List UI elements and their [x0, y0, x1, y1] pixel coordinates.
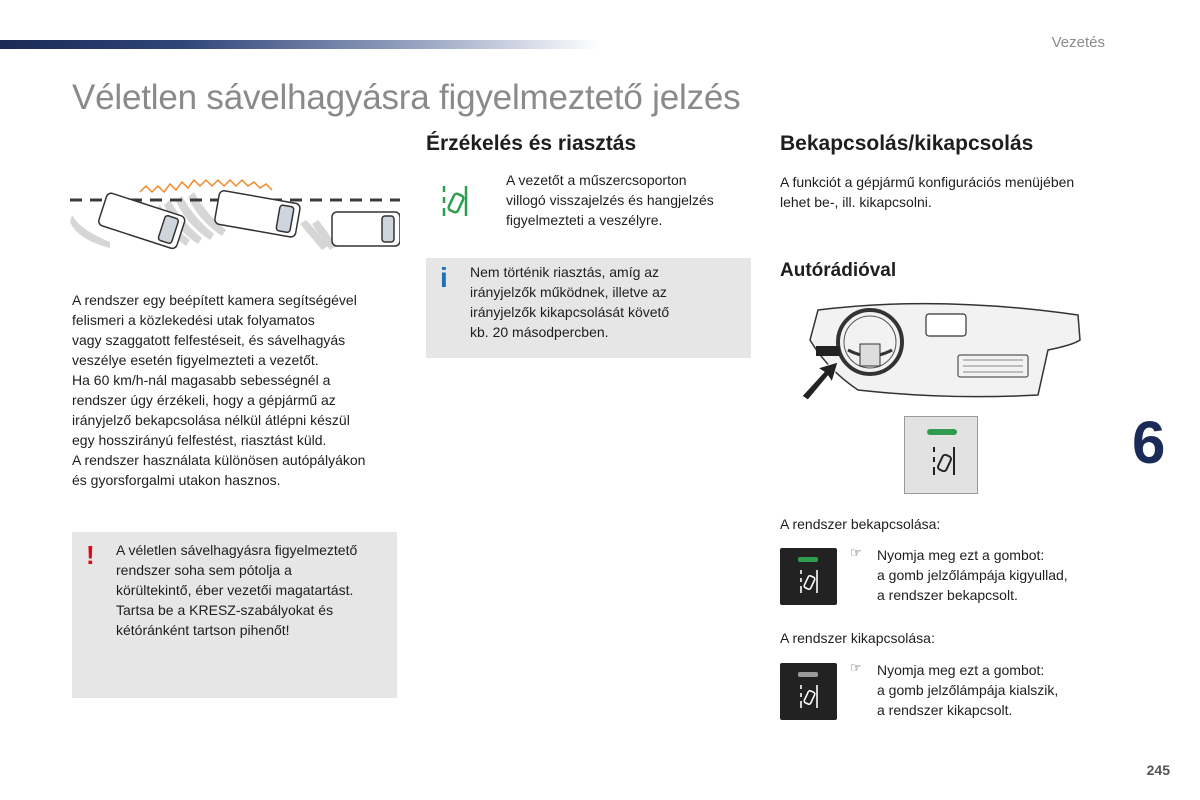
info-text: Nem történik riasztás, amíg az irányjelzők működnek, illetve az irányjelzők kikapcsolását követő kb. 20 másodpercben. — [470, 264, 670, 340]
indicator-light — [927, 429, 957, 435]
toggle-heading: Bekapcsolás/kikapcsolás — [780, 132, 1034, 155]
lane-alert-icon — [799, 568, 819, 596]
info-box — [426, 258, 751, 358]
lane-departure-illustration — [70, 170, 400, 260]
alert-text: A vezetőt a műszercsoporton villogó visszajelzés és hangjelzés figyelmezteti a veszélyre. — [506, 172, 714, 228]
lane-alert-icon — [440, 182, 470, 220]
description-text: A rendszer egy beépített kamera segítségével felismeri a közlekedési utak folyamatos vagy szaggatott felfestéseit, és sávelhagyás veszélye esetén figyelmezteti a vezetőt. Ha 60 km/h-nál magasabb sebességnél a rendszer úgy érzékeli, hogy a gépjármű az irányjelző bekapcsolása nélkül átlépni készül egy hosszirányú felfestést, riasztást küld. A rendszer használata különösen autópályákon és gyorsforgalmi utakon hasznos. — [72, 292, 366, 488]
dashboard-illustration — [798, 300, 1083, 405]
off-bullet-icon: ☞ — [850, 660, 862, 675]
warning-icon: ! — [86, 540, 95, 570]
detection-heading: Érzékelés és riasztás — [426, 132, 637, 155]
switch-on-label: A rendszer bekapcsolása: — [780, 516, 941, 532]
info-icon: i — [440, 262, 448, 293]
lane-alert-icon — [931, 445, 957, 479]
section-label: Vezetés — [1051, 34, 1105, 51]
lane-alert-icon — [799, 683, 819, 711]
on-bullet-icon: ☞ — [850, 545, 862, 560]
lane-button-closeup — [904, 416, 978, 494]
warning-box — [72, 532, 397, 698]
indicator-light-on — [798, 557, 818, 562]
toggle-intro: A funkciót a gépjármű konfigurációs menüjében lehet be-, ill. kikapcsolni. — [780, 174, 1075, 210]
header-bar — [0, 40, 600, 49]
chapter-number: 6 — [1132, 409, 1166, 476]
page-number: 245 — [1146, 762, 1170, 778]
lane-button-on — [780, 548, 837, 605]
switch-off-label: A rendszer kikapcsolása: — [780, 630, 935, 646]
switch-off-text: Nyomja meg ezt a gombot: a gomb jelzőlámpája kialszik, a rendszer kikapcsolt. — [877, 662, 1059, 718]
lane-button-off — [780, 663, 837, 720]
warning-text: A véletlen sávelhagyásra figyelmeztető rendszer soha sem pótolja a körültekintő, éber vezetői magatartást. Tartsa be a KRESZ-szabályokat és kétóránként tartson pihenőt! — [116, 542, 358, 638]
switch-on-text: Nyomja meg ezt a gombot: a gomb jelzőlámpája kigyullad, a rendszer bekapcsolt. — [877, 547, 1068, 603]
radio-subheading: Autórádióval — [780, 260, 897, 281]
indicator-light-off — [798, 672, 818, 677]
page-title: Véletlen sávelhagyásra figyelmeztető jelzés — [72, 78, 741, 117]
